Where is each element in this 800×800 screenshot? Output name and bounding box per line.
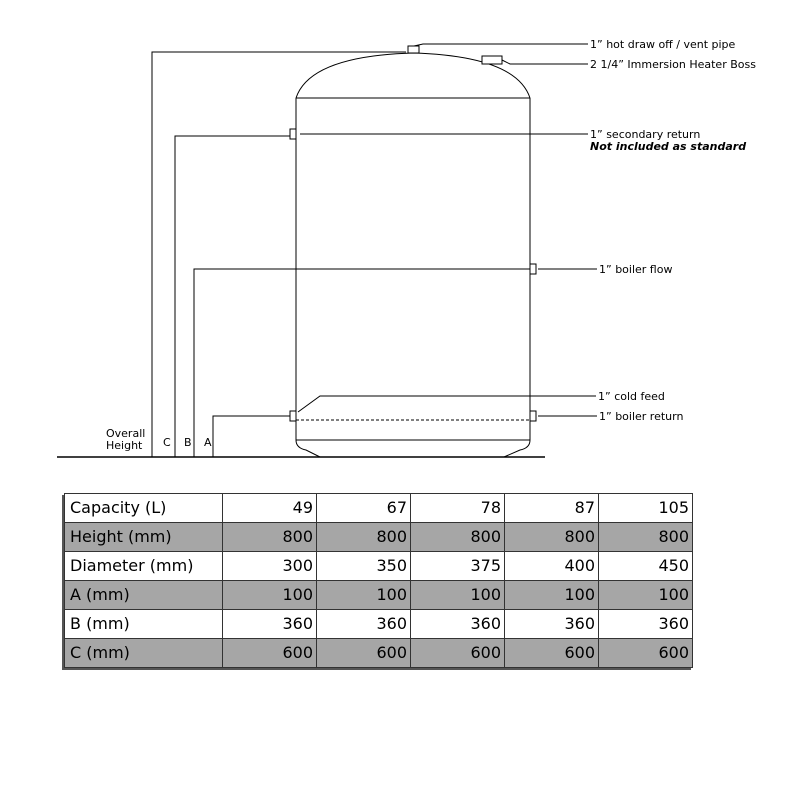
table-cell: 87 [505,494,599,523]
table-row [65,639,693,668]
hot-draw-off-label: 1” hot draw off / vent pipe [590,38,736,51]
table-cell: 400 [505,552,599,581]
not-included-note: Not included as standard [590,140,747,153]
a-label: A [204,436,212,449]
table-cell: 100 [599,581,693,610]
table-cell: 105 [599,494,693,523]
boiler-return-fitting [530,411,536,421]
table-cell: 800 [599,523,693,552]
table-cell: 800 [505,523,599,552]
cold-feed-label: 1” cold feed [598,390,665,403]
boiler-return-label: 1” boiler return [599,410,684,423]
table-row [65,552,693,581]
table-row [65,494,693,523]
cold-feed-fitting [290,411,296,421]
table-cell: 67 [317,494,411,523]
table-cell: 100 [411,581,505,610]
table-cell: 360 [505,610,599,639]
table-cell: 350 [317,552,411,581]
table-cell: 375 [411,552,505,581]
boiler-flow-fitting [530,264,536,274]
spec-table-body [65,494,693,668]
table-cell: 600 [505,639,599,668]
table-cell: 360 [317,610,411,639]
vent-pipe-fitting [408,46,419,53]
row-label: A (mm) [65,581,223,610]
immersion-boss-fitting [482,56,502,64]
table-cell: 49 [223,494,317,523]
table-row [65,523,693,552]
table-row [65,581,693,610]
secondary-return-label: 1” secondary return [590,128,701,141]
b-dimension [194,269,530,457]
row-label: Height (mm) [65,523,223,552]
table-cell: 600 [599,639,693,668]
immersion-boss-leader [502,60,588,64]
table-cell: 360 [411,610,505,639]
table-row [65,610,693,639]
cylinder-body [296,98,530,457]
table-cell: 800 [317,523,411,552]
table-cell: 360 [599,610,693,639]
boiler-flow-label: 1” boiler flow [599,263,673,276]
table-cell: 300 [223,552,317,581]
row-label: Capacity (L) [65,494,223,523]
a-dimension [213,416,290,457]
row-label: C (mm) [65,639,223,668]
c-label: C [163,436,171,449]
row-label: B (mm) [65,610,223,639]
table-cell: 800 [411,523,505,552]
cold-feed-leader [298,396,596,412]
overall-height-label-line2: Height [106,439,143,452]
hot-draw-off-leader [414,44,588,46]
table-cell: 600 [411,639,505,668]
table-cell: 100 [223,581,317,610]
table-cell: 600 [223,639,317,668]
table-cell: 100 [505,581,599,610]
b-label: B [184,436,192,449]
table-cell: 78 [411,494,505,523]
spec-table [64,493,693,668]
table-cell: 800 [223,523,317,552]
overall-height-label-line1: Overall [106,427,146,440]
table-cell: 450 [599,552,693,581]
row-label: Diameter (mm) [65,552,223,581]
table-cell: 360 [223,610,317,639]
secondary-return-fitting [290,129,296,139]
table-cell: 600 [317,639,411,668]
table-cell: 100 [317,581,411,610]
c-dimension [175,136,290,457]
immersion-boss-label: 2 1/4” Immersion Heater Boss [590,58,756,71]
